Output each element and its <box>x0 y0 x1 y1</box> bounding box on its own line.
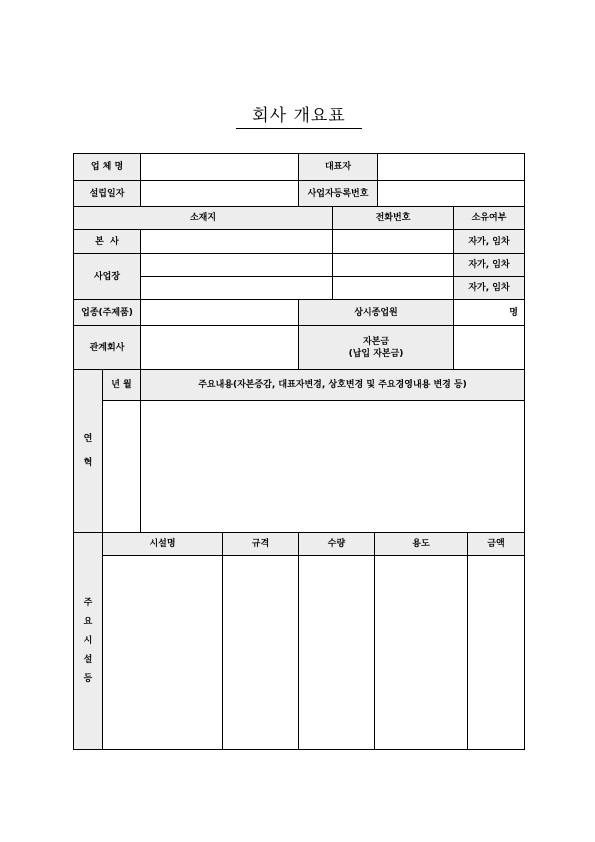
facilities-label <box>74 533 102 749</box>
company-name-field[interactable] <box>141 154 298 180</box>
workplace-1-phone-field[interactable] <box>333 254 453 276</box>
founded-date-label: 설립일자 <box>89 188 125 199</box>
capital-field[interactable] <box>454 326 524 369</box>
facility-name-header: 시설명 <box>149 539 176 549</box>
spec-header: 규격 <box>251 539 270 549</box>
facilities-char: 요 <box>83 616 93 627</box>
address-header: 소재지 <box>189 213 217 223</box>
company-name-label: 업 체 명 <box>90 162 124 172</box>
capital-label-line1: 자본금 <box>362 336 390 347</box>
workplace-2-phone-field[interactable] <box>333 277 453 299</box>
workplace-2-ownership: 자가, 임차 <box>468 283 510 293</box>
representative-field[interactable] <box>378 154 524 180</box>
workplace-2-address-field[interactable] <box>141 277 332 299</box>
facilities-char: 주 <box>83 597 93 608</box>
head-office-ownership: 자가, 임차 <box>468 236 510 247</box>
usage-field[interactable] <box>375 556 467 749</box>
business-reg-no-field[interactable] <box>378 181 524 206</box>
ownership-header: 소유여부 <box>471 213 507 223</box>
history-content-field[interactable] <box>141 401 524 532</box>
history-label <box>74 370 102 532</box>
history-char: 혁 <box>83 458 93 468</box>
phone-header: 전화번호 <box>375 213 411 223</box>
facilities-char: 시 <box>83 635 93 646</box>
employees-unit: 명 <box>509 307 518 318</box>
history-content-header: 주요내용(자본증감, 대표자변경, 상호변경 및 주요경영내용 변경 등) <box>198 380 467 390</box>
quantity-field[interactable] <box>299 556 374 749</box>
head-office-address-field[interactable] <box>141 230 332 253</box>
industry-field[interactable] <box>141 300 298 325</box>
usage-header: 용도 <box>412 539 430 549</box>
workplace-label: 사업장 <box>93 271 121 282</box>
history-char: 연 <box>83 434 93 444</box>
employees-label: 상시종업원 <box>354 307 398 318</box>
head-office-phone-field[interactable] <box>333 230 453 253</box>
industry-label: 업종(주제품) <box>81 307 133 318</box>
amount-header: 금액 <box>487 539 505 549</box>
capital-label-line2: (납입 자본금) <box>348 348 404 359</box>
representative-label: 대표자 <box>324 162 352 172</box>
facilities-char: 설 <box>83 654 93 665</box>
year-month-header: 년 월 <box>111 380 132 390</box>
workplace-1-address-field[interactable] <box>141 254 332 276</box>
workplace-1-ownership: 자가, 임차 <box>468 260 510 270</box>
amount-field[interactable] <box>468 556 524 749</box>
page-title: 회사 개요표 <box>236 104 362 129</box>
business-reg-no-label: 사업자등록번호 <box>307 188 369 199</box>
head-office-label: 본 사 <box>95 236 119 247</box>
affiliates-label: 관계회사 <box>89 342 125 353</box>
affiliates-field[interactable] <box>141 326 298 369</box>
history-year-field[interactable] <box>103 401 140 532</box>
spec-field[interactable] <box>223 556 298 749</box>
capital-label <box>299 326 453 369</box>
founded-date-field[interactable] <box>141 181 298 206</box>
quantity-header: 수량 <box>327 539 346 549</box>
facility-name-field[interactable] <box>103 556 222 749</box>
facilities-char: 등 <box>83 673 93 684</box>
